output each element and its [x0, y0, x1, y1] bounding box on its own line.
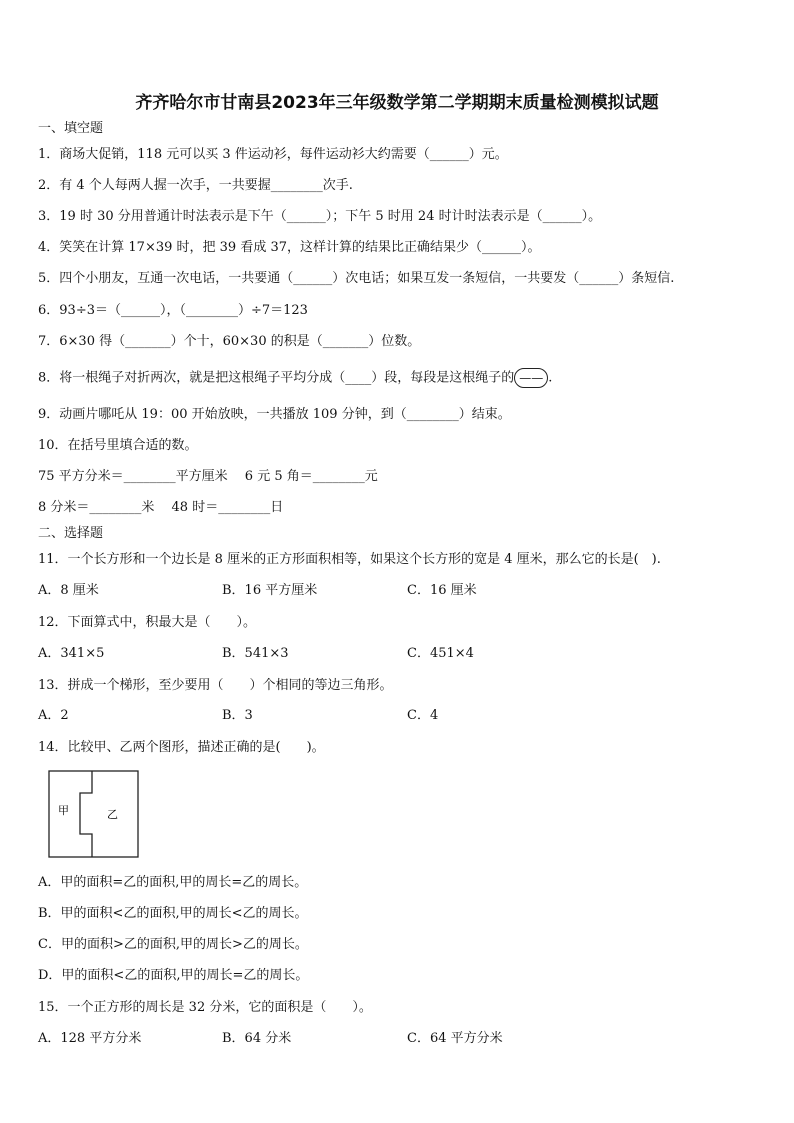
section-heading-fill: 一、填空题 — [38, 121, 104, 136]
question-11: 11．一个长方形和一个边长是 8 厘米的正方形面积相等，如果这个长方形的宽是 4 厘米，那么它的长是( ). — [38, 552, 661, 567]
question-8-tail: . — [548, 370, 553, 386]
q14-option-c: C．甲的面积>乙的面积,甲的周长>乙的周长。 — [38, 937, 308, 952]
section-heading-choice: 二、选择题 — [38, 526, 104, 541]
question-2: 2．有 4 个人每两人握一次手，一共要握________次手. — [38, 178, 353, 193]
figure-label-yi: 乙 — [107, 808, 118, 821]
fraction-blank: —— — [514, 368, 548, 388]
q15-option-c: C．64 平方分米 — [407, 1031, 503, 1046]
q14-option-d: D．甲的面积<乙的面积,甲的周长=乙的周长。 — [38, 968, 309, 983]
question-13: 13．拼成一个梯形，至少要用（ ）个相同的等边三角形。 — [38, 678, 393, 693]
q13-option-b: B．3 — [222, 708, 253, 723]
question-12: 12．下面算式中，积最大是（ ）。 — [38, 615, 257, 630]
question-10-row-2: 8 分米＝________米 48 时＝________日 — [38, 500, 284, 515]
figure-divider — [80, 771, 92, 857]
q12-option-b: B．541×3 — [222, 646, 289, 661]
page-title: 齐齐哈尔市甘南县2023年三年级数学第二学期期末质量检测模拟试题 — [135, 93, 659, 113]
q13-option-c: C．4 — [407, 708, 439, 723]
question-15: 15．一个正方形的周长是 32 分米，它的面积是（ ）。 — [38, 1000, 372, 1015]
question-8 — [38, 368, 552, 388]
question-1: 1．商场大促销，118 元可以买 3 件运动衫，每件运动衫大约需要（______）元。 — [38, 147, 508, 162]
q12-option-c: C．451×4 — [407, 646, 474, 661]
q15-option-a: A．128 平方分米 — [38, 1031, 142, 1046]
question-14: 14．比较甲、乙两个图形，描述正确的是( )。 — [38, 740, 325, 755]
figure-label-jia: 甲 — [58, 804, 69, 817]
q11-option-b: B．16 平方厘米 — [222, 583, 318, 598]
question-4: 4．笑笑在计算 17×39 时，把 39 看成 37，这样计算的结果比正确结果少（______）。 — [38, 240, 541, 255]
q13-option-a: A．2 — [38, 708, 69, 723]
q14-option-b: B．甲的面积<乙的面积,甲的周长<乙的周长。 — [38, 906, 308, 921]
question-5: 5．四个小朋友，互通一次电话，一共要通（______）次电话；如果互发一条短信，一共要发（______）条短信. — [38, 271, 675, 286]
q12-option-a: A．341×5 — [38, 646, 105, 661]
q14-option-a: A．甲的面积=乙的面积,甲的周长=乙的周长。 — [38, 875, 308, 890]
question-10-row-1: 75 平方分米＝________平方厘米 6 元 5 角＝________元 — [38, 469, 378, 484]
q11-option-c: C．16 厘米 — [407, 583, 477, 598]
question-7: 7．6×30 得（_______）个十，60×30 的积是（_______）位数。 — [38, 334, 421, 349]
question-10: 10．在括号里填合适的数。 — [38, 438, 198, 453]
question-8-text: 8．将一根绳子对折两次，就是把这根绳子平均分成（____）段，每段是这根绳子的 — [38, 370, 515, 386]
question-3: 3．19 时 30 分用普通计时法表示是下午（______）；下午 5 时用 24 时计时法表示是（______）。 — [38, 209, 602, 224]
question-9: 9．动画片哪吒从 19：00 开始放映，一共播放 109 分钟，到（________）结束。 — [38, 407, 511, 422]
q11-option-a: A．8 厘米 — [38, 583, 99, 598]
q15-option-b: B．64 分米 — [222, 1031, 292, 1046]
question-6: 6．93÷3＝（______），（________）÷7＝123 — [38, 303, 308, 318]
question-14-figure — [48, 770, 140, 860]
